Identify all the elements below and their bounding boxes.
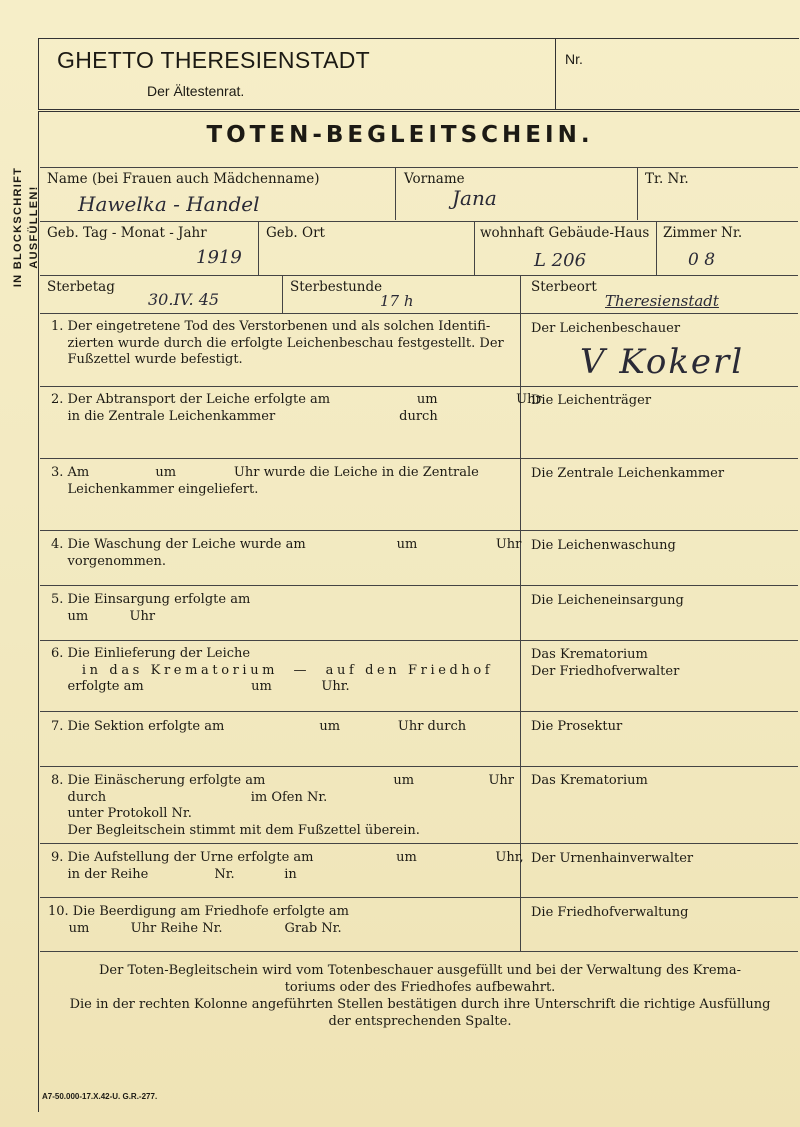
header-nr-label: Nr. bbox=[565, 51, 583, 67]
row-7-right: Die Prosektur bbox=[531, 719, 623, 734]
geb-tag-value: 1919 bbox=[196, 247, 242, 268]
zimmer-value: 0 8 bbox=[688, 250, 716, 270]
row-7-left: 7. Die Sektion erfolgte am um Uhr durch bbox=[51, 719, 467, 734]
gebaeude-value: L 206 bbox=[534, 250, 587, 271]
row-9-right: Der Urnenhainverwalter bbox=[531, 851, 694, 866]
row-2-left: 2. Der Abtransport der Leiche erfolgte am um Uhr in die Zentrale Leichenkammer durch bbox=[51, 392, 542, 424]
geb-ort-label: Geb. Ort bbox=[266, 225, 325, 241]
header-title: GHETTO THERESIENSTADT bbox=[57, 47, 371, 73]
geb-tag-label: Geb. Tag - Monat - Jahr bbox=[47, 225, 207, 241]
row-3-right: Die Zentrale Leichenkammer bbox=[531, 466, 725, 481]
row-4-right: Die Leichenwaschung bbox=[531, 538, 676, 553]
vorname-value: Jana bbox=[452, 186, 497, 210]
row-1-right: Der Leichenbeschauer bbox=[531, 321, 681, 336]
row-5-line bbox=[40, 585, 798, 586]
name-value: Hawelka - Handel bbox=[78, 192, 260, 216]
divider-sterbeort bbox=[520, 275, 521, 313]
row-8-left: 8. Die Einäscherung erfolgte am um Uhr durch im Ofen Nr. unter Protokoll Nr. Der Begleitschein stimmt mit dem Fußzettel überein. bbox=[51, 773, 515, 838]
row-1-left: 1. Der eingetretene Tod des Verstorbenen und als solchen Identifi- zierten wurde durch die erfolgte Leichenbeschau festgestellt. Der Fußzettel wurde befestigt. bbox=[51, 319, 504, 367]
divider-gebaeude bbox=[474, 221, 475, 275]
row-5-right: Die Leicheneinsargung bbox=[531, 593, 684, 608]
header-divider bbox=[555, 39, 556, 109]
header-subtitle: Der Ältestenrat. bbox=[147, 83, 245, 99]
row-6-right: Das Krematorium Der Friedhofverwalter bbox=[531, 647, 680, 679]
zimmer-label: Zimmer Nr. bbox=[663, 225, 743, 241]
sterbetag-value: 30.IV. 45 bbox=[148, 290, 220, 309]
side-note-line1: IN BLOCKSCHRIFT bbox=[12, 166, 24, 288]
footer-note: Der Toten-Begleitschein wird vom Totenbeschauer ausgefüllt und bei der Verwaltung des Krema- toriums oder des Friedhofes aufbewahrt. Die in der rechten Kolonne angeführten Stellen bestätigen durch ihre Unterschrift die richtige Ausfüllung der entsprechenden Spalte. bbox=[69, 963, 771, 1029]
divider-sterbestunde bbox=[282, 275, 283, 313]
row-sterbe-top-line bbox=[40, 275, 798, 276]
sterbetag-label: Sterbetag bbox=[47, 279, 115, 295]
side-note-line2: AUSFÜLLEN! bbox=[28, 185, 40, 269]
row-10-line bbox=[40, 897, 798, 898]
row-7-line bbox=[40, 711, 798, 712]
row-9-left: 9. Die Aufstellung der Urne erfolgte am um Uhr, in der Reihe Nr. in bbox=[51, 850, 524, 882]
gebaeude-label: wohnhaft Gebäude-Haus bbox=[480, 225, 650, 241]
row-10-right: Die Friedhofverwaltung bbox=[531, 905, 689, 920]
row-6-left: 6. Die Einlieferung der Leiche in das Krematorium — auf den Friedhof erfolgte am um Uhr. bbox=[51, 646, 494, 694]
row-2-right: Die Leichenträger bbox=[531, 393, 652, 408]
row-3-left: 3. Am um Uhr wurde die Leiche in die Zentrale Leichenkammer eingeliefert. bbox=[51, 465, 479, 497]
sterbestunde-value: 17 h bbox=[380, 292, 414, 310]
row-6-line bbox=[40, 640, 798, 641]
row-geb-top-line bbox=[40, 221, 798, 222]
header-box bbox=[38, 38, 799, 110]
row-2-line bbox=[40, 386, 798, 387]
sterbestunde-label: Sterbestunde bbox=[290, 279, 383, 295]
row-8-line bbox=[40, 766, 798, 767]
sterbeort-value: Theresienstadt bbox=[605, 292, 719, 310]
row-4-line bbox=[40, 530, 798, 531]
row-3-line bbox=[40, 458, 798, 459]
row-8-right: Das Krematorium bbox=[531, 773, 648, 788]
row-1-signature: V Kokerl bbox=[580, 342, 745, 382]
divider-zimmer bbox=[656, 221, 657, 275]
row-10-left: 10. Die Beerdigung am Friedhofe erfolgte am um Uhr Reihe Nr. Grab Nr. bbox=[48, 904, 349, 936]
sterbeort-label: Sterbeort bbox=[531, 279, 597, 295]
row-5-left: 5. Die Einsargung erfolgte am um Uhr bbox=[51, 592, 251, 624]
row-4-left: 4. Die Waschung der Leiche wurde am um Uhr vorgenommen. bbox=[51, 537, 522, 569]
row-name-top-line bbox=[40, 167, 798, 168]
row-9-line bbox=[40, 843, 798, 844]
divider-gebort bbox=[258, 221, 259, 275]
divider-trnr bbox=[637, 167, 638, 220]
tr-nr-label: Tr. Nr. bbox=[645, 171, 689, 187]
row-1-line bbox=[40, 313, 798, 314]
document-title: TOTEN-BEGLEITSCHEIN. bbox=[206, 122, 594, 148]
rows-bottom-line bbox=[40, 951, 798, 952]
vorname-label: Vorname bbox=[404, 171, 465, 187]
print-code: A7-50.000-17.X.42-U. G.R.-277. bbox=[42, 1092, 158, 1101]
divider-vorname bbox=[395, 167, 396, 220]
name-label: Name (bei Frauen auch Mädchenname) bbox=[47, 171, 320, 187]
